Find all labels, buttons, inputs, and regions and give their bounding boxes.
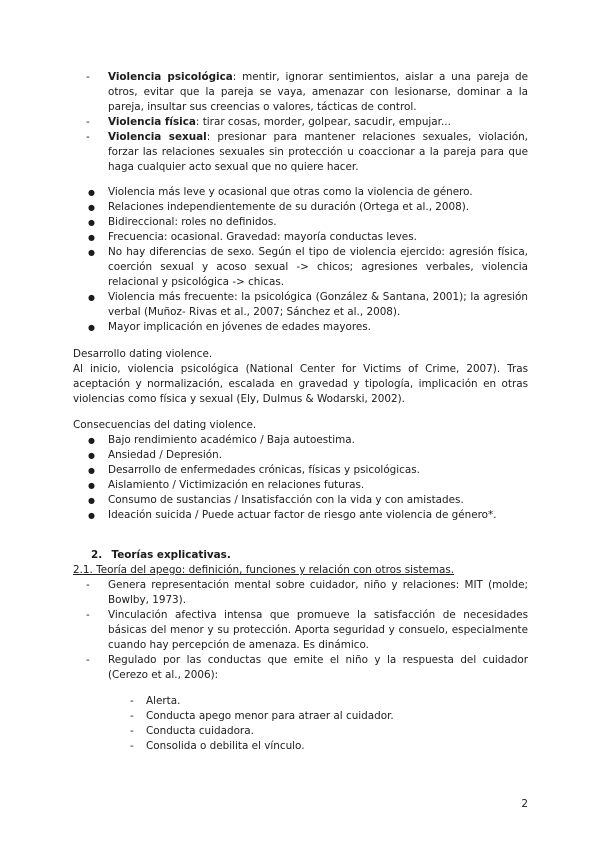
- violence-types-list: [86, 70, 528, 175]
- list-item: ● Ideación suicida / Puede actuar factor de riesgo ante violencia de género*.: [86, 508, 528, 523]
- development-text: Al inicio, violencia psicológica (National Center for Victims of Crime, 2007). Tras aceptación y normalización, escalada en gravedad y tipología, implicación en otras violencias como física y sexual (Ely, Dulmus & Wodarski, 2002).: [73, 363, 528, 405]
- regulation-sublist: [130, 694, 520, 754]
- list-item: ● Frecuencia: ocasional. Gravedad: mayoría conductas leves.: [86, 230, 528, 245]
- violence-description: : tirar cosas, morder, golpear, sacudir, empujar...: [195, 116, 451, 128]
- violence-term: Violencia psicológica: [108, 71, 233, 83]
- violence-description: : mentir, ignorar sentimientos, aislar a una pareja de otros, evitar que la pareja se vaya, amenazar con lesionarse, dominar a la pareja, insultar sus creencias o valores, tácticas de control.: [108, 71, 528, 113]
- list-item: ● Violencia más leve y ocasional que otras como la violencia de género.: [86, 185, 528, 200]
- list-item: ● Relaciones independientemente de su duración (Ortega et al., 2008).: [86, 200, 528, 215]
- list-item: - Alerta.: [130, 694, 520, 709]
- list-item: ● Bajo rendimiento académico / Baja autoestima.: [86, 433, 528, 448]
- list-item: - Conducta cuidadora.: [130, 724, 520, 739]
- attachment-list: [86, 578, 528, 683]
- list-item: - Genera representación mental sobre cuidador, niño y relaciones: MIT (molde; Bowlby, 1973).: [86, 578, 528, 608]
- list-item: ● Ansiedad / Depresión.: [86, 448, 528, 463]
- list-item: - Regulado por las conductas que emite el niño y la respuesta del cuidador (Cerezo et al., 2006):: [86, 653, 528, 683]
- list-item: - Vinculación afectiva intensa que promueve la satisfacción de necesidades básicas del menor y su protección. Aporta seguridad y consuelo, especialmente cuando hay percepción de amenaza. Es dinámico.: [86, 608, 528, 653]
- section-number: 2.: [91, 549, 103, 561]
- subsection-heading: 2.1. Teoría del apego: definición, funciones y relación con otros sistemas.: [73, 564, 455, 576]
- section-heading: [91, 548, 521, 563]
- list-item: [86, 115, 528, 130]
- violence-term: Violencia física: [108, 116, 196, 128]
- development-heading: Desarrollo dating violence.: [73, 348, 213, 360]
- list-item: [86, 70, 528, 115]
- list-item: [86, 130, 528, 175]
- page-number: 2: [521, 798, 528, 810]
- list-item: ● Violencia más frecuente: la psicológica (González & Santana, 2001); la agresión verbal (Muñoz- Rivas et al., 2007; Sánchez et al., 2008).: [86, 290, 528, 320]
- characteristics-list: [86, 185, 528, 335]
- violence-term: Violencia sexual: [108, 131, 207, 143]
- violence-description: : presionar para mantener relaciones sexuales, violación, forzar las relaciones sexuales sin protección u coaccionar a la pareja para que haga cualquier acto sexual que no quiere hacer.: [108, 131, 528, 173]
- list-item: - Consolida o debilita el vínculo.: [130, 739, 520, 754]
- list-item: ● Desarrollo de enfermedades crónicas, físicas y psicológicas.: [86, 463, 528, 478]
- list-item: - Conducta apego menor para atraer al cuidador.: [130, 709, 520, 724]
- list-item: ● Consumo de sustancias / Insatisfacción con la vida y con amistades.: [86, 493, 528, 508]
- list-item: ● Bidireccional: roles no definidos.: [86, 215, 528, 230]
- list-item: ● Mayor implicación en jóvenes de edades mayores.: [86, 320, 528, 335]
- consequences-heading: Consecuencias del dating violence.: [73, 419, 257, 431]
- section-title: Teorías explicativas.: [111, 549, 231, 561]
- list-item: ● Aislamiento / Victimización en relaciones futuras.: [86, 478, 528, 493]
- list-item: ● No hay diferencias de sexo. Según el tipo de violencia ejercido: agresión física, coerción sexual y acoso sexual -> chicos; agresiones verbales, violencia relacional y psicológica -> chicas.: [86, 245, 528, 290]
- consequences-list: [86, 433, 528, 523]
